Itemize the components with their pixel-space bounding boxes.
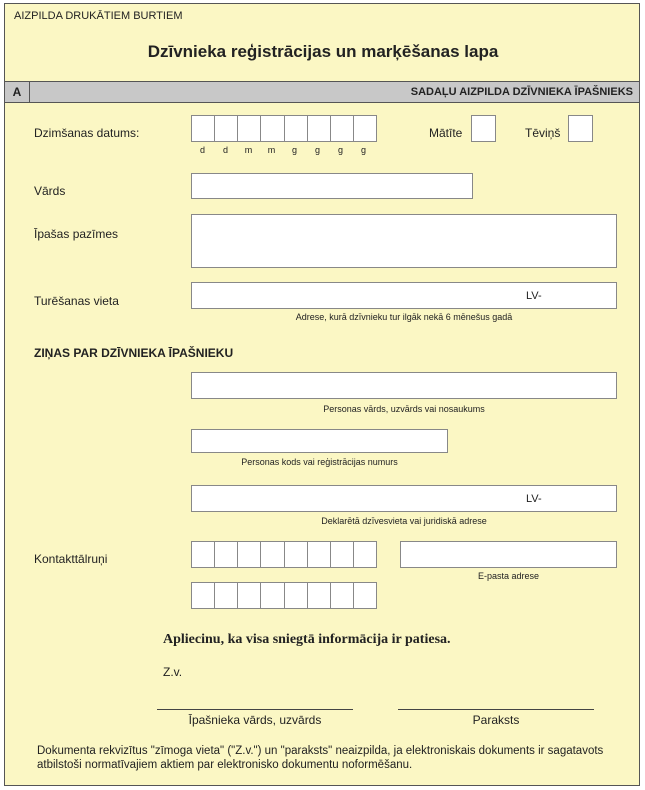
male-label: Tēviņš: [525, 126, 561, 140]
birth-date-cell[interactable]: [330, 116, 353, 141]
birth-date-cell[interactable]: [237, 116, 260, 141]
phone-digit-cell[interactable]: [192, 583, 214, 608]
male-checkbox[interactable]: [568, 115, 593, 142]
date-format-letter: m: [267, 145, 276, 155]
keeping-place-caption: Adrese, kurā dzīvnieku tur ilgāk nekā 6 mēnešus gadā: [295, 312, 513, 322]
section-letter: A: [5, 82, 30, 102]
birth-date-field[interactable]: [191, 115, 377, 142]
name-input[interactable]: [191, 173, 473, 199]
date-format-letter: g: [291, 145, 297, 155]
date-format-letter: g: [360, 145, 366, 155]
phone-digit-cell[interactable]: [192, 542, 214, 567]
phone-digit-cell[interactable]: [353, 542, 376, 567]
phone-digit-cell[interactable]: [307, 583, 330, 608]
owner-name-input[interactable]: [191, 372, 617, 399]
date-format-letter: g: [314, 145, 320, 155]
owner-name-caption: Personas vārds, uzvārds vai nosaukums: [323, 404, 485, 414]
owner-address-input[interactable]: [191, 485, 617, 512]
name-label: Vārds: [34, 184, 66, 198]
email-input[interactable]: [400, 541, 617, 568]
birth-date-cell[interactable]: [260, 116, 283, 141]
signature-label: Paraksts: [472, 713, 520, 727]
birth-date-cell[interactable]: [284, 116, 307, 141]
features-label: Īpašas pazīmes: [34, 227, 119, 241]
keeping-place-input[interactable]: [191, 282, 617, 309]
female-checkbox[interactable]: [471, 115, 496, 142]
birth-date-cell[interactable]: [192, 116, 214, 141]
email-caption: E-pasta adrese: [477, 571, 540, 581]
phone-digit-cell[interactable]: [284, 583, 307, 608]
signature-line[interactable]: [398, 709, 594, 710]
phones-label: Kontakttālruņi: [34, 552, 108, 566]
date-format-letter: d: [222, 145, 228, 155]
phone-field-2[interactable]: [191, 582, 377, 609]
phone-digit-cell[interactable]: [237, 583, 260, 608]
phone-digit-cell[interactable]: [237, 542, 260, 567]
phone-digit-cell[interactable]: [330, 583, 353, 608]
birth-date-label: Dzimšanas datums:: [34, 126, 140, 140]
features-input[interactable]: [191, 214, 617, 268]
phone-digit-cell[interactable]: [214, 583, 237, 608]
birth-date-cell[interactable]: [353, 116, 376, 141]
fill-instruction: AIZPILDA DRUKĀTIEM BURTIEM: [14, 10, 183, 22]
date-format-letter: m: [244, 145, 253, 155]
date-format-letter: g: [337, 145, 343, 155]
stamp-place-label: Z.v.: [163, 665, 183, 679]
phone-digit-cell[interactable]: [353, 583, 376, 608]
birth-date-cell[interactable]: [307, 116, 330, 141]
owner-address-caption: Deklarētā dzīvesvieta vai juridiskā adrese: [321, 516, 487, 526]
postal-prefix: LV-: [526, 493, 542, 505]
owner-code-caption: Personas kods vai reģistrācijas numurs: [241, 457, 398, 467]
phone-field-1[interactable]: [191, 541, 377, 568]
section-title: SADAĻU AIZPILDA DZĪVNIEKA ĪPAŠNIEKS: [410, 86, 633, 98]
page-title: Dzīvnieka reģistrācijas un marķēšanas lapa: [147, 42, 499, 61]
phone-digit-cell[interactable]: [260, 583, 283, 608]
phone-digit-cell[interactable]: [307, 542, 330, 567]
date-format-letter: d: [199, 145, 205, 155]
owner-code-input[interactable]: [191, 429, 448, 453]
registration-form: [4, 3, 640, 786]
owner-name-signature-label: Īpašnieka vārds, uzvārds: [188, 713, 322, 727]
female-label: Mātīte: [429, 126, 463, 140]
declaration-text: Apliecinu, ka visa sniegtā informācija ir patiesa.: [163, 632, 451, 647]
keeping-place-label: Turēšanas vieta: [34, 294, 119, 308]
phone-digit-cell[interactable]: [214, 542, 237, 567]
birth-date-cell[interactable]: [214, 116, 237, 141]
owner-section-heading: ZIŅAS PAR DZĪVNIEKA ĪPAŠNIEKU: [34, 346, 234, 360]
owner-name-signature-line[interactable]: [157, 709, 353, 710]
postal-prefix: LV-: [526, 290, 542, 302]
phone-digit-cell[interactable]: [260, 542, 283, 567]
phone-digit-cell[interactable]: [284, 542, 307, 567]
section-header: [5, 81, 639, 103]
footnote: Dokumenta rekvizītus "zīmoga vieta" ("Z.v.") un "paraksts" neaizpilda, ja elektroniskais dokuments ir sagatavots atbilstoši normatīvajiem aktiem par elektronisko dokumentu noformēšanu.: [37, 745, 604, 771]
phone-digit-cell[interactable]: [330, 542, 353, 567]
